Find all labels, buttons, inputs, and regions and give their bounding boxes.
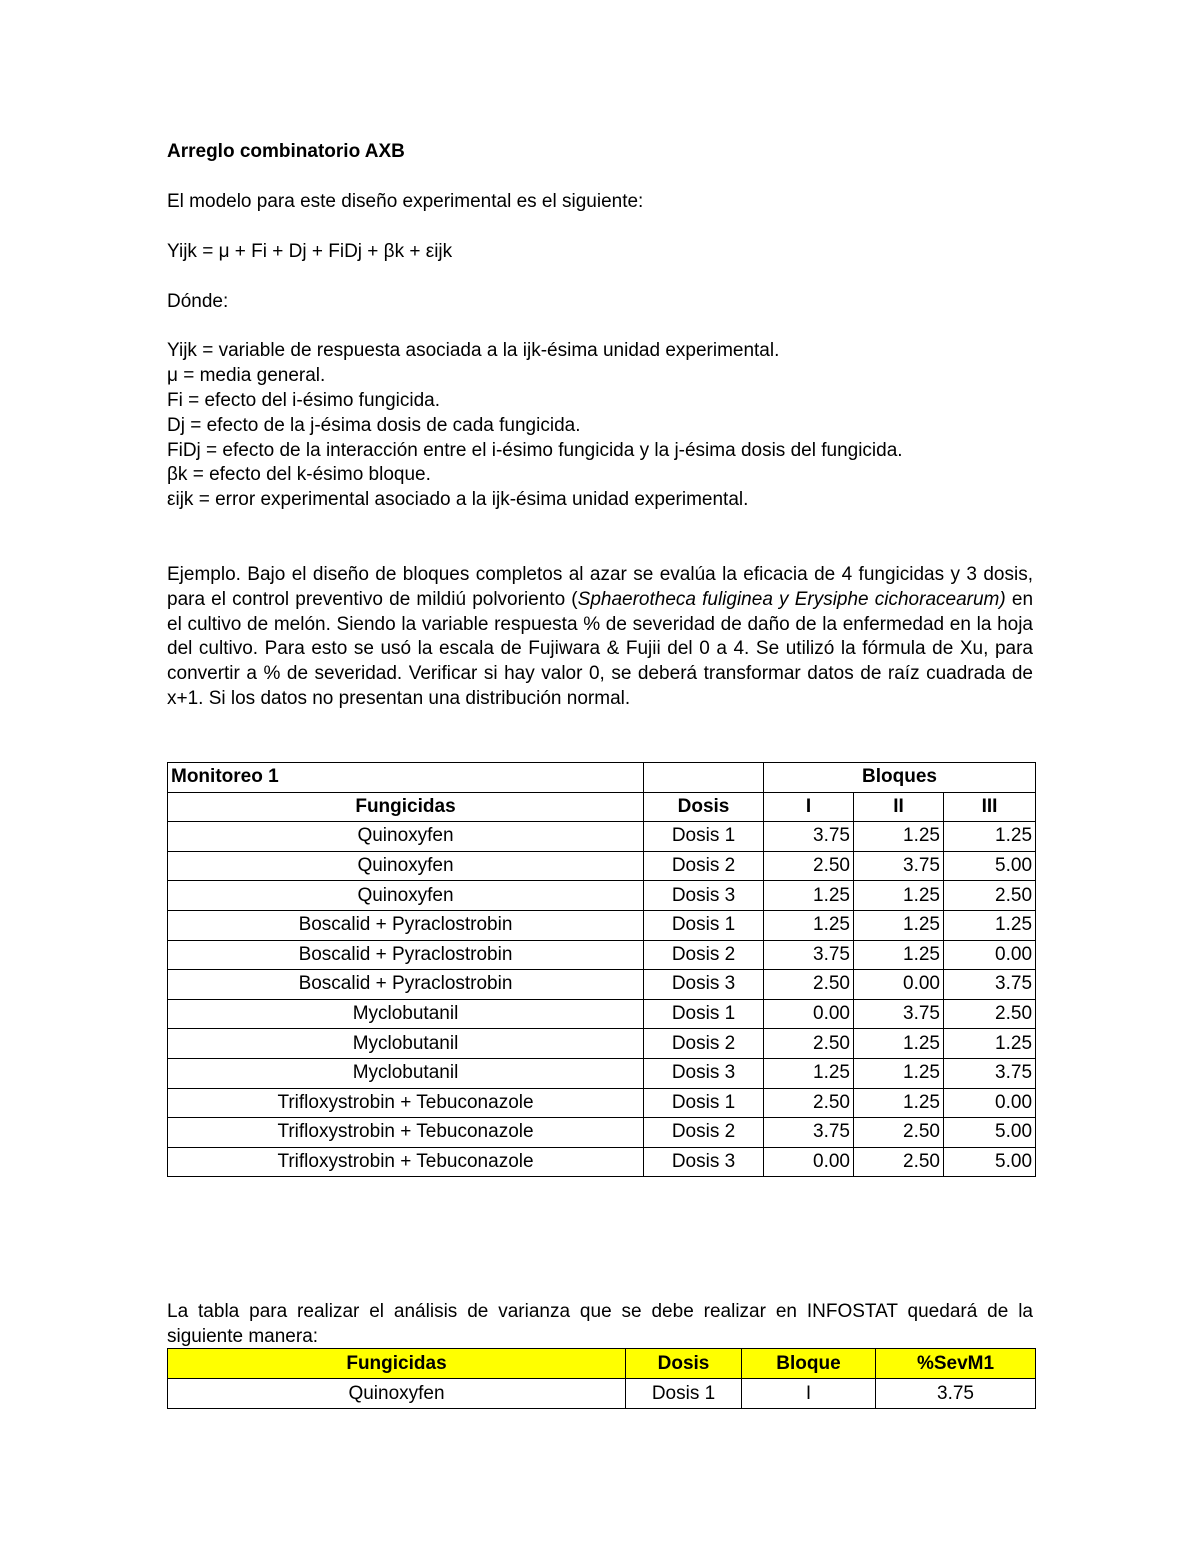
header-dosis: Dosis xyxy=(626,1349,742,1379)
definition-item: Fi = efecto del i-ésimo fungicida. xyxy=(167,389,440,411)
table-row xyxy=(168,1379,1036,1409)
bloque-ii-cell: 3.75 xyxy=(854,999,944,1029)
table-row xyxy=(168,1088,1036,1118)
header-fungicidas: Fungicidas xyxy=(168,1349,626,1379)
fungicida-cell: Boscalid + Pyraclostrobin xyxy=(168,940,644,970)
dosis-cell: Dosis 2 xyxy=(644,1029,764,1059)
bloque-i-cell: 3.75 xyxy=(764,1118,854,1148)
header-bloque-ii: II xyxy=(854,792,944,822)
bloque-iii-cell: 0.00 xyxy=(944,1088,1036,1118)
bloque-iii-cell: 2.50 xyxy=(944,881,1036,911)
fungicida-cell: Myclobutanil xyxy=(168,999,644,1029)
bloque-iii-cell: 1.25 xyxy=(944,910,1036,940)
bloque-iii-cell: 3.75 xyxy=(944,970,1036,1000)
dosis-cell: Dosis 2 xyxy=(644,940,764,970)
bloque-iii-cell: 1.25 xyxy=(944,822,1036,852)
bloque-ii-cell: 2.50 xyxy=(854,1147,944,1177)
dosis-cell: Dosis 3 xyxy=(644,1058,764,1088)
definition-item: βk = efecto del k-ésimo bloque. xyxy=(167,464,431,486)
dosis-cell: Dosis 3 xyxy=(644,881,764,911)
bloque-ii-cell: 0.00 xyxy=(854,970,944,1000)
definitions-list xyxy=(167,339,1033,513)
bloque-iii-cell: 5.00 xyxy=(944,851,1036,881)
monitoreo-label: Monitoreo 1 xyxy=(168,763,644,793)
definition-item: Dj = efecto de la j-ésima dosis de cada fungicida. xyxy=(167,414,581,436)
sevm1-cell: 3.75 xyxy=(876,1379,1036,1409)
definition-item: FiDj = efecto de la interacción entre el i-ésimo fungicida y la j-ésima dosis del fungicida. xyxy=(167,439,903,461)
intro-text: El modelo para este diseño experimental es el siguiente: xyxy=(167,191,644,212)
bloque-iii-cell: 5.00 xyxy=(944,1118,1036,1148)
table-row xyxy=(168,1029,1036,1059)
bloque-ii-cell: 1.25 xyxy=(854,1088,944,1118)
fungicida-cell: Boscalid + Pyraclostrobin xyxy=(168,970,644,1000)
dosis-cell: Dosis 1 xyxy=(644,1088,764,1118)
table-row xyxy=(168,910,1036,940)
fungicida-cell: Quinoxyfen xyxy=(168,1379,626,1409)
fungicida-cell: Trifloxystrobin + Tebuconazole xyxy=(168,1147,644,1177)
donde-label: Dónde: xyxy=(167,290,229,312)
monitoreo-table-body xyxy=(168,822,1036,1177)
document-title: Arreglo combinatorio AXB xyxy=(167,141,405,162)
bloque-iii-cell: 3.75 xyxy=(944,1058,1036,1088)
header-bloque: Bloque xyxy=(742,1349,876,1379)
document-body xyxy=(167,140,1033,712)
table-row xyxy=(168,851,1036,881)
fungicida-cell: Trifloxystrobin + Tebuconazole xyxy=(168,1088,644,1118)
table-row xyxy=(168,1058,1036,1088)
header-bloque-iii: III xyxy=(944,792,1036,822)
table-row xyxy=(168,822,1036,852)
empty-cell xyxy=(644,763,764,793)
dosis-cell: Dosis 1 xyxy=(644,822,764,852)
table-row xyxy=(168,999,1036,1029)
infostat-table xyxy=(167,1348,1036,1409)
bloque-ii-cell: 1.25 xyxy=(854,1029,944,1059)
fungicida-cell: Quinoxyfen xyxy=(168,851,644,881)
fungicida-cell: Boscalid + Pyraclostrobin xyxy=(168,910,644,940)
bloque-i-cell: 3.75 xyxy=(764,940,854,970)
bloque-ii-cell: 1.25 xyxy=(854,822,944,852)
bloque-i-cell: 0.00 xyxy=(764,999,854,1029)
table-header-row xyxy=(168,792,1036,822)
definition-item: εijk = error experimental asociado a la ijk-ésima unidad experimental. xyxy=(167,489,749,511)
model-equation: Yijk = μ + Fi + Dj + FiDj + βk + εijk xyxy=(167,240,453,262)
bloque-i-cell: 3.75 xyxy=(764,822,854,852)
bloque-ii-cell: 1.25 xyxy=(854,1058,944,1088)
bloque-i-cell: 2.50 xyxy=(764,970,854,1000)
bloque-i-cell: 2.50 xyxy=(764,851,854,881)
header-bloque-i: I xyxy=(764,792,854,822)
bloque-iii-cell: 5.00 xyxy=(944,1147,1036,1177)
dosis-cell: Dosis 2 xyxy=(644,851,764,881)
bloque-ii-cell: 2.50 xyxy=(854,1118,944,1148)
bloque-iii-cell: 0.00 xyxy=(944,940,1036,970)
header-dosis: Dosis xyxy=(644,792,764,822)
bloque-ii-cell: 1.25 xyxy=(854,940,944,970)
table-title-row xyxy=(168,763,1036,793)
definition-item: μ = media general. xyxy=(167,365,326,387)
example-text-part2: en el cultivo de melón. Siendo la variable respuesta % de severidad de daño de la enfermedad en la hoja del cultivo. Para esto se usó la escala de Fujiwara & Fujii del 0 a 4. Se utilizó la fórmula de Xu, para convertir a % de severidad. Verificar si hay valor 0, se deberá transformar datos de raíz cuadrada de x+1. Si los datos no presentan una distribución normal. xyxy=(167,588,1034,709)
example-species: Sphaerotheca fuliginea y Erysiphe cichoracearum) xyxy=(577,588,1006,610)
example-text-part1: Ejemplo. Bajo el diseño de bloques completos al azar se evalúa la eficacia de 4 fungicidas y 3 dosis, para el control preventivo de mildiú polvoriento ( xyxy=(167,563,1033,610)
bloque-i-cell: 1.25 xyxy=(764,881,854,911)
table-row xyxy=(168,940,1036,970)
bloque-ii-cell: 3.75 xyxy=(854,851,944,881)
bloque-iii-cell: 1.25 xyxy=(944,1029,1036,1059)
fungicida-cell: Myclobutanil xyxy=(168,1058,644,1088)
header-fungicidas: Fungicidas xyxy=(168,792,644,822)
table-row xyxy=(168,1118,1036,1148)
bloque-iii-cell: 2.50 xyxy=(944,999,1036,1029)
table-row xyxy=(168,970,1036,1000)
bloque-cell: I xyxy=(742,1379,876,1409)
dosis-cell: Dosis 3 xyxy=(644,1147,764,1177)
definition-item: Yijk = variable de respuesta asociada a la ijk-ésima unidad experimental. xyxy=(167,340,780,362)
fungicida-cell: Quinoxyfen xyxy=(168,881,644,911)
dosis-cell: Dosis 1 xyxy=(644,910,764,940)
closing-text: La tabla para realizar el análisis de varianza que se debe realizar en INFOSTAT quedará de la siguiente manera: xyxy=(167,1301,1033,1347)
bloques-header: Bloques xyxy=(764,763,1036,793)
table-row xyxy=(168,1147,1036,1177)
bloque-i-cell: 0.00 xyxy=(764,1147,854,1177)
example-paragraph xyxy=(167,563,1033,712)
dosis-cell: Dosis 1 xyxy=(644,999,764,1029)
bloque-i-cell: 2.50 xyxy=(764,1029,854,1059)
monitoreo-table xyxy=(167,762,1036,1177)
fungicida-cell: Trifloxystrobin + Tebuconazole xyxy=(168,1118,644,1148)
fungicida-cell: Quinoxyfen xyxy=(168,822,644,852)
dosis-cell: Dosis 3 xyxy=(644,970,764,1000)
bloque-i-cell: 1.25 xyxy=(764,1058,854,1088)
table-row xyxy=(168,881,1036,911)
infostat-header-row xyxy=(168,1349,1036,1379)
bloque-i-cell: 2.50 xyxy=(764,1088,854,1118)
header-sevm1: %SevM1 xyxy=(876,1349,1036,1379)
bloque-ii-cell: 1.25 xyxy=(854,910,944,940)
bloque-ii-cell: 1.25 xyxy=(854,881,944,911)
dosis-cell: Dosis 2 xyxy=(644,1118,764,1148)
infostat-table-body xyxy=(168,1379,1036,1409)
fungicida-cell: Myclobutanil xyxy=(168,1029,644,1059)
bloque-i-cell: 1.25 xyxy=(764,910,854,940)
dosis-cell: Dosis 1 xyxy=(626,1379,742,1409)
